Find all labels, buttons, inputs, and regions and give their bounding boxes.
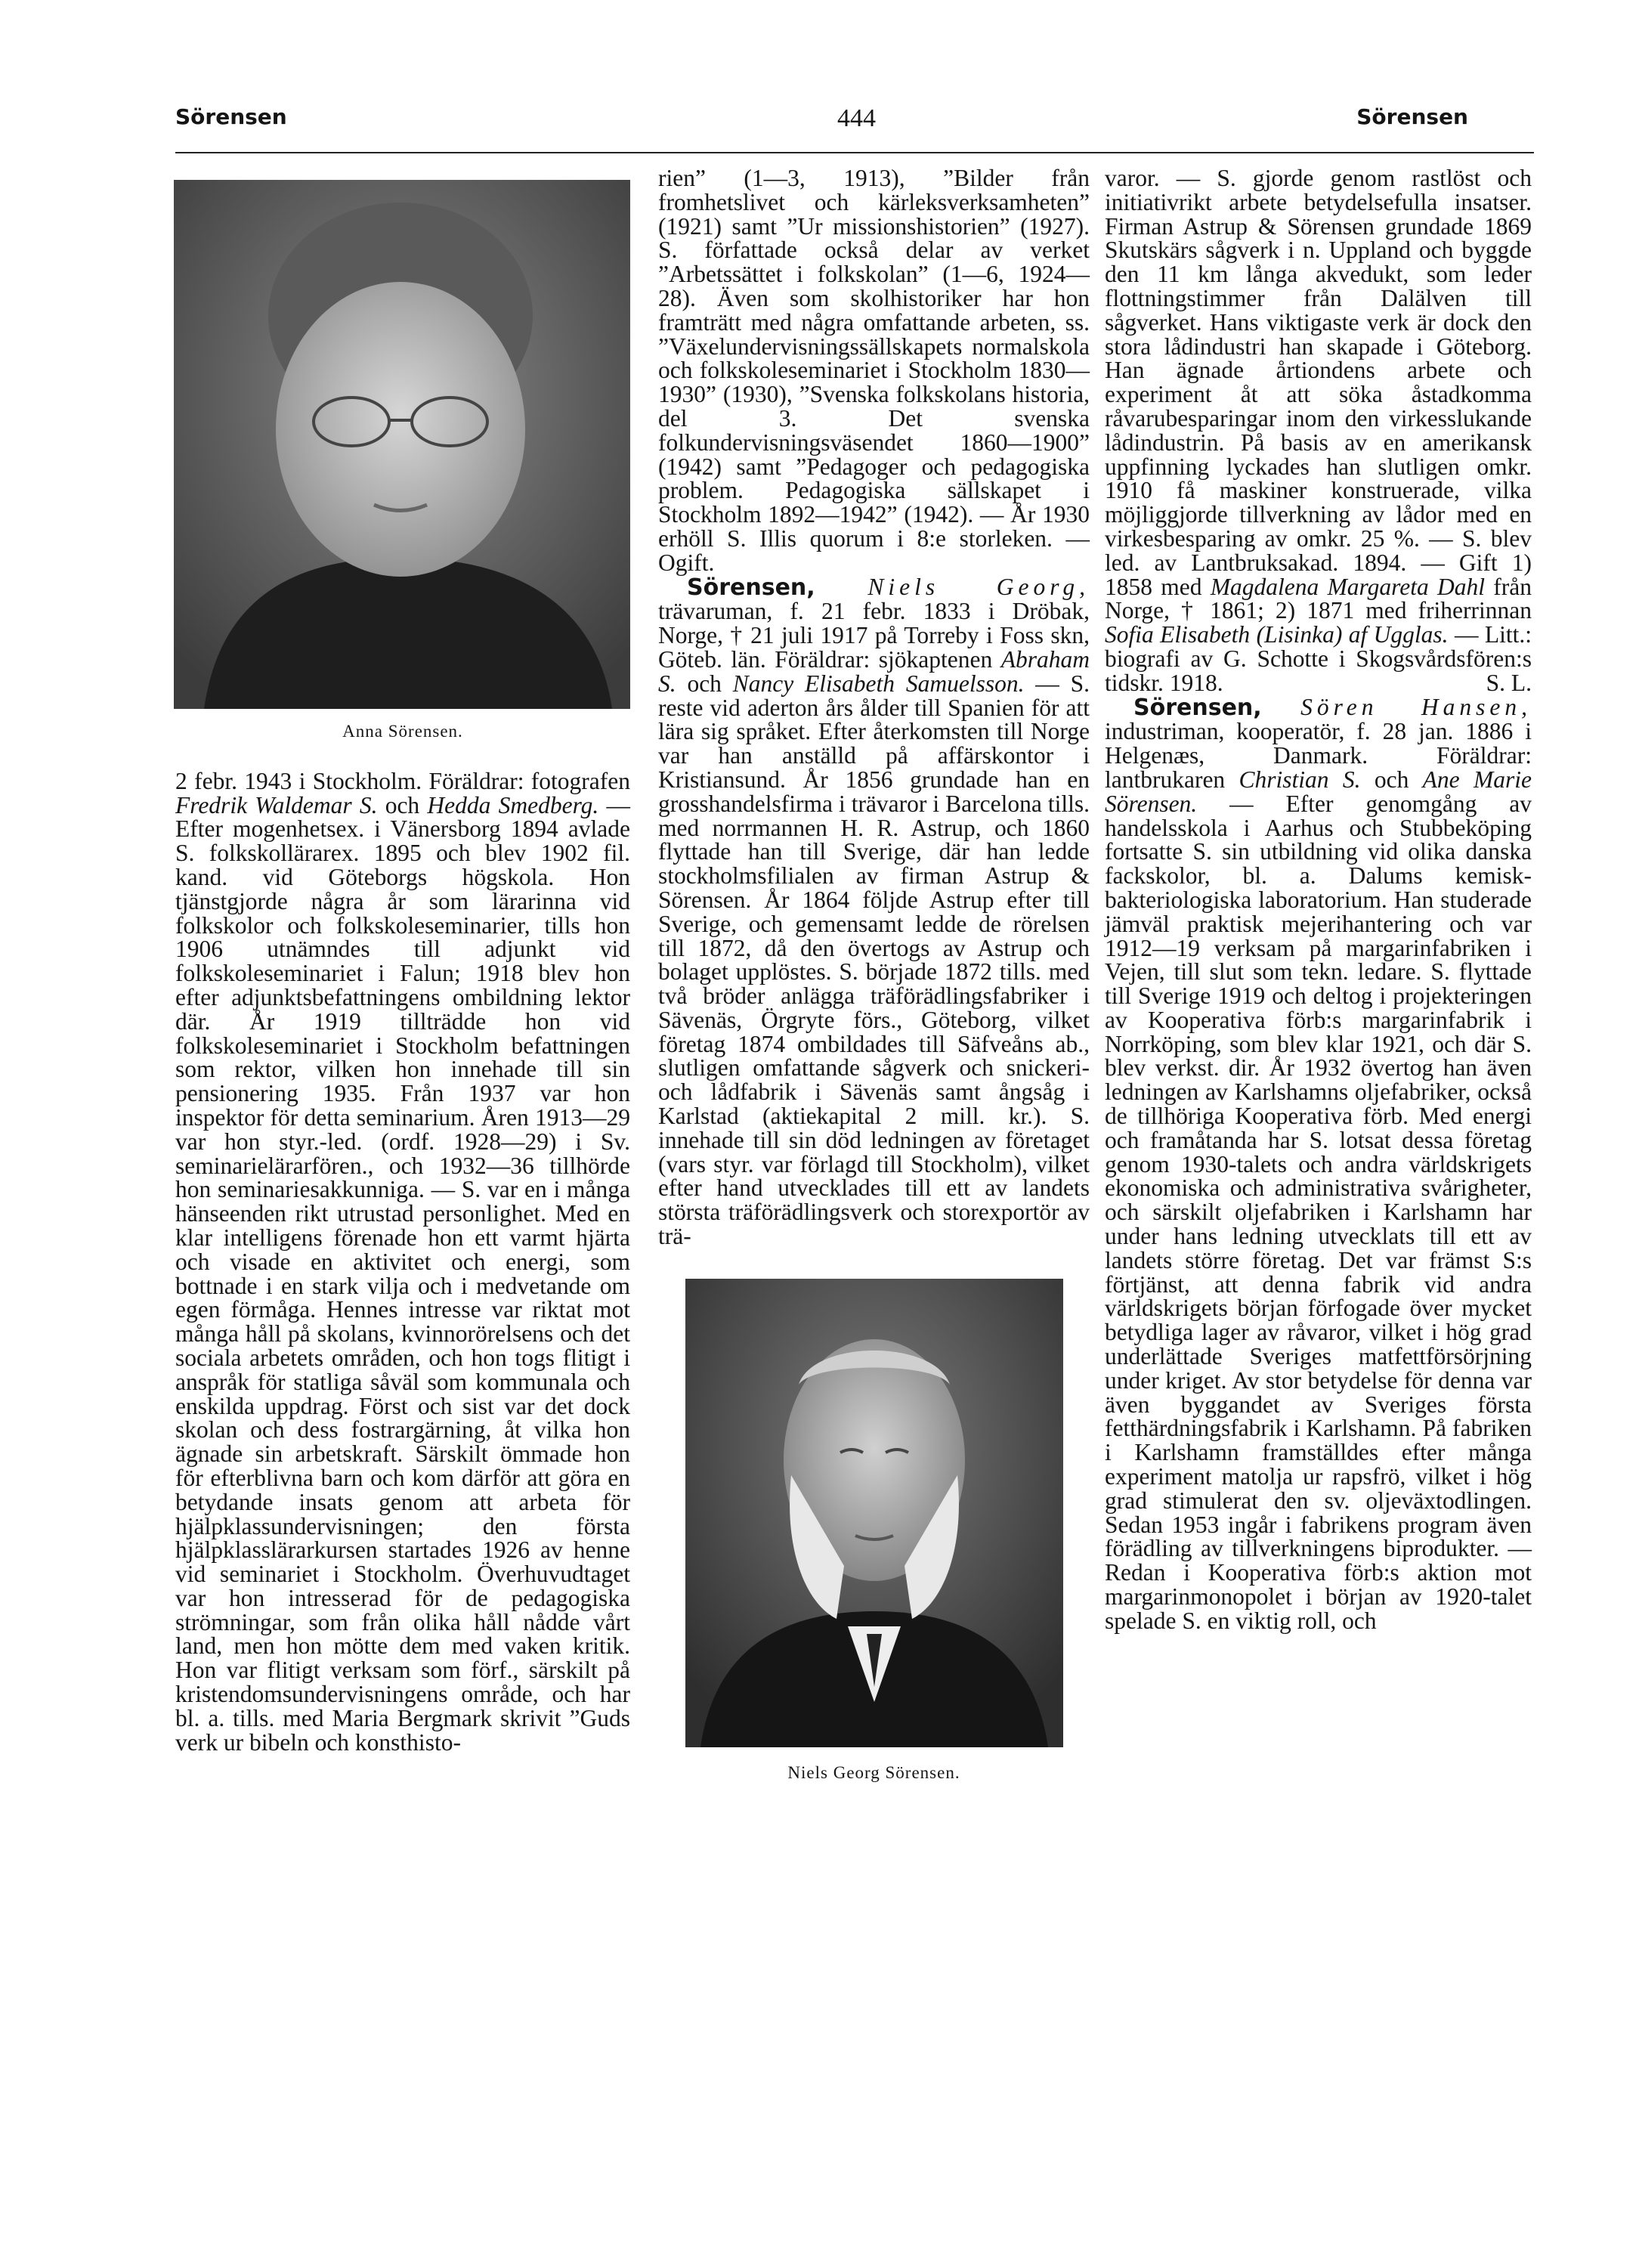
- portrait-anna-sorensen: [174, 180, 630, 709]
- entry-niels-given-name: Niels Georg,: [867, 573, 1090, 600]
- portrait-niels-caption: Niels Georg Sörensen.: [787, 1762, 960, 1782]
- entry-niels-georg: Sörensen, Niels Georg, trävaruman, f. 21 febr. 1833 i Dröbak, Norge, † 21 juli 1917 på Torreby i Foss skn, Göteb. län. Föräldrar: sjökaptenen Abraham S. och Nancy Elisabeth Samuelsson. — S. reste vid aderton års ålder till Spanien för att lära sig språket. Efter återkomsten till Norge var han anställd på affärskontor i Kristiansund. År 1856 grundade han en grosshandelsfirma i trävaror i Barcelona tills. med norrmannen H. R. Astrup, och 1860 flyttade han till Sverige, där han ledde stockholmsfilialen av firman Astrup & Sörensen. År 1864 följde Astrup efter till Sverige, och gemensamt ledde de rörelsen till 1872, då den övertogs av Astrup och bolaget upplöstes. S. började 1872 tills. med två bröder anlägga träförädlingsfabriker i Sävenäs, Örgryte förs., Göteborg, vilket företag 1874 ombildades till Säfveåns ab., slutligen omfattande sågverk och snickeri- och lådfabrik i Sävenäs samt ångsåg i Karlstad (aktiekapital 2 mill. kr.). S. innehade till sin död ledningen av företaget (vars styr. var förlagd till Stockholm), vilket efter hand utvecklades till ett av landets största träförädlingsverk och storexportör av trä-: [658, 573, 1090, 1250]
- author-signature: S. L.: [1486, 669, 1532, 696]
- column-2: [658, 166, 1090, 1785]
- column-1: [175, 166, 630, 1754]
- entry-anna-text: 2 febr. 1943 i Stockholm. Föräldrar: fotografen Fredrik Waldemar S. och Hedda Smedberg. — Efter mogenhetsex. i Vänersborg 1894 avlade S. folkskollärarex. 1895 och blev 1902 fil. kand. vid Göteborgs högskola. Hon tjänstgjorde några år som lärarinna vid folkskolor och folkskoleseminarier, tills hon 1906 utnämndes till adjunkt vid folkskoleseminariet i Falun; 1918 blev hon efter adjunktsbefattningens ombildning lektor där. År 1919 tillträdde hon vid folkskoleseminariet i Stockholm befattningen som rektor, vilken hon innehade till sin pensionering 1935. Från 1937 var hon inspektor för detta seminarium. Åren 1913—29 var hon styr.-led. (ordf. 1928—29) i Sv. seminarielärarfören., och 1932—36 tillhörde hon seminariesakkunniga. — S. var en i många hänseenden rikt utrustad personlighet. Med en klar intelligens förenade hon ett varmt hjärta och visade en aktivitet och energi, som bottnade i en stark vilja och i medvetande om egen förmåga. Hennes intresse var riktat mot många håll på skolans, kvinnorörelsens och det sociala arbetets områden, och hon togs flitigt i anspråk för statliga såväl som kommunala och enskilda uppdrag. Först och sist var det dock skolan och dess fostrargärning, åt vilka hon ägnade sin arbetskraft. Särskilt ömmade hon för efterblivna barn och kom därför att göra en betydande insats genom att arbeta för hjälpklassundervisningen; den första hjälpklasslärarkursen startades 1926 av henne vid seminariet i Stockholm. Överhuvudtaget var hon intresserad för de pedagogiska strömningar, som från olika håll nådde vårt land, men hon mötte dem med vaken kritik. Hon var flitigt verksam som förf., särskilt på kristendomsundervisningens område, och har bl. a. tills. med Maria Bergmark skrivit ”Guds verk ur bibeln och konsthisto-: [175, 767, 631, 1756]
- entry-soren-given-name: Sören Hansen,: [1300, 693, 1532, 720]
- column-3: [1105, 166, 1532, 1633]
- portrait-niels-georg-sorensen: [685, 1279, 1063, 1747]
- portrait-anna-caption: Anna Sörensen.: [342, 722, 463, 741]
- portrait-niels-image: [685, 1279, 1063, 1747]
- entry-soren-hansen: Sörensen, Sören Hansen, industriman, kooperatör, f. 28 jan. 1886 i Helgenæs, Danmark. Föräldrar: lantbrukaren Christian S. och Ane Marie Sörensen. — Efter genomgång av handelsskola i Aarhus och Stubbeköping fortsatte S. sin utbildning vid olika danska fackskolor, bl. a. Dalums kemisk-bakteriologiska laboratorium. Han studerade jämväl praktisk mejerihantering och var 1912—19 verksam på margarinfabriken i Vejen, till slut som tekn. ledare. S. flyttade till Sverige 1919 och deltog i projekteringen av Kooperativa förb:s margarinfabrik i Norrköping, som blev klar 1921, och där S. blev verkst. dir. År 1932 övertog han även ledningen av Karlshamns oljefabriker, också de tillhöriga Kooperativa förb. Med energi och framåtanda har S. lotsat dessa företag genom 1930-talets och andra världskrigets ekonomiska och administrativa svårigheter, och särskilt oljefabriken i Karlshamn har under hans ledning utvecklats till ett av landets större företag. Det var främst S:s förtjänst, att denna fabrik vid andra världskrigets början förfogade över mycket betydliga lager av råvaror, vilket i hög grad underlättade Sveriges matfettförsörjning under kriget. Av stor betydelse för denna var även byggandet av Sveriges första fetthärdningsfabrik i Karlshamn. På fabriken i Karlshamn framställdes efter många experiment matolja ur rapsfrö, vilket i hög grad stimulerat den sv. oljeväxtodlingen. Sedan 1953 ingår i fabrikens program även förädling av tillverkningens biprodukter. — Redan i Kooperativa förb:s aktion mot margarinmonopolet i början av 1920-talet spelade S. en viktig roll, och: [1105, 693, 1532, 1634]
- entry-soren-surname: Sörensen,: [1133, 694, 1262, 721]
- header-rule: [175, 152, 1534, 153]
- running-head-right: Sörensen: [1356, 104, 1468, 129]
- entry-niels-surname: Sörensen,: [687, 574, 815, 601]
- entry-niels-continued: varor. — S. gjorde genom rastlöst och initiativrikt arbete betydelsefulla insatser. Firman Astrup & Sörensen grundade 1869 Skutskärs sågverk i n. Uppland och byggde den 11 km långa akvedukt, som leder flottningstimmer från Dalälven till sågverket. Hans viktigaste verk är dock den stora lådindustri han skapade i Göteborg. Han ägnade årtiondens arbete och experiment åt att söka åstadkomma råvarubesparingar inom den virkesslukande lådindustrin. På basis av en amerikansk uppfinning lyckades han slutligen omkr. 1910 få maskiner konstruerade, vilka möjliggjorde tillverkning av lådor med en virkesbesparing av omkr. 25 %. — S. blev led. av Lantbruksakad. 1894. — Gift 1) 1858 med Magdalena Margareta Dahl från Norge, † 1861; 2) 1871 med friherrinnan Sofia Elisabeth (Lisinka) af Ugglas. — Litt.: biografi av G. Schotte i Skogsvårdsfören:s tidskr. 1918. S. L.: [1105, 165, 1532, 696]
- running-head-left: Sörensen: [175, 104, 287, 129]
- entry-anna-continued: rien” (1—3, 1913), ”Bilder från fromhetslivet och kärleksverksamheten” (1921) samt ”Ur missionshistorien” (1927). S. författade också delar av verket ”Arbetssättet i folkskolan” (1—6, 1924—28). Även som skolhistoriker har hon framträtt med några omfattande arbeten, ss. ”Växelundervisningssällskapets normalskola och folkskoleseminariet i Stockholm 1830—1930” (1930), ”Svenska folkskolans historia, del 3. Det svenska folkundervisningsväsendet 1860—1900” (1942) samt ”Pedagoger och pedagogiska problem. Pedagogiska sällskapet i Stockholm 1892—1942” (1942). — År 1930 erhöll S. Illis quorum i 8:e storleken. — Ogift.: [658, 165, 1090, 576]
- page-number: 444: [837, 104, 876, 132]
- portrait-anna-image: [174, 180, 630, 709]
